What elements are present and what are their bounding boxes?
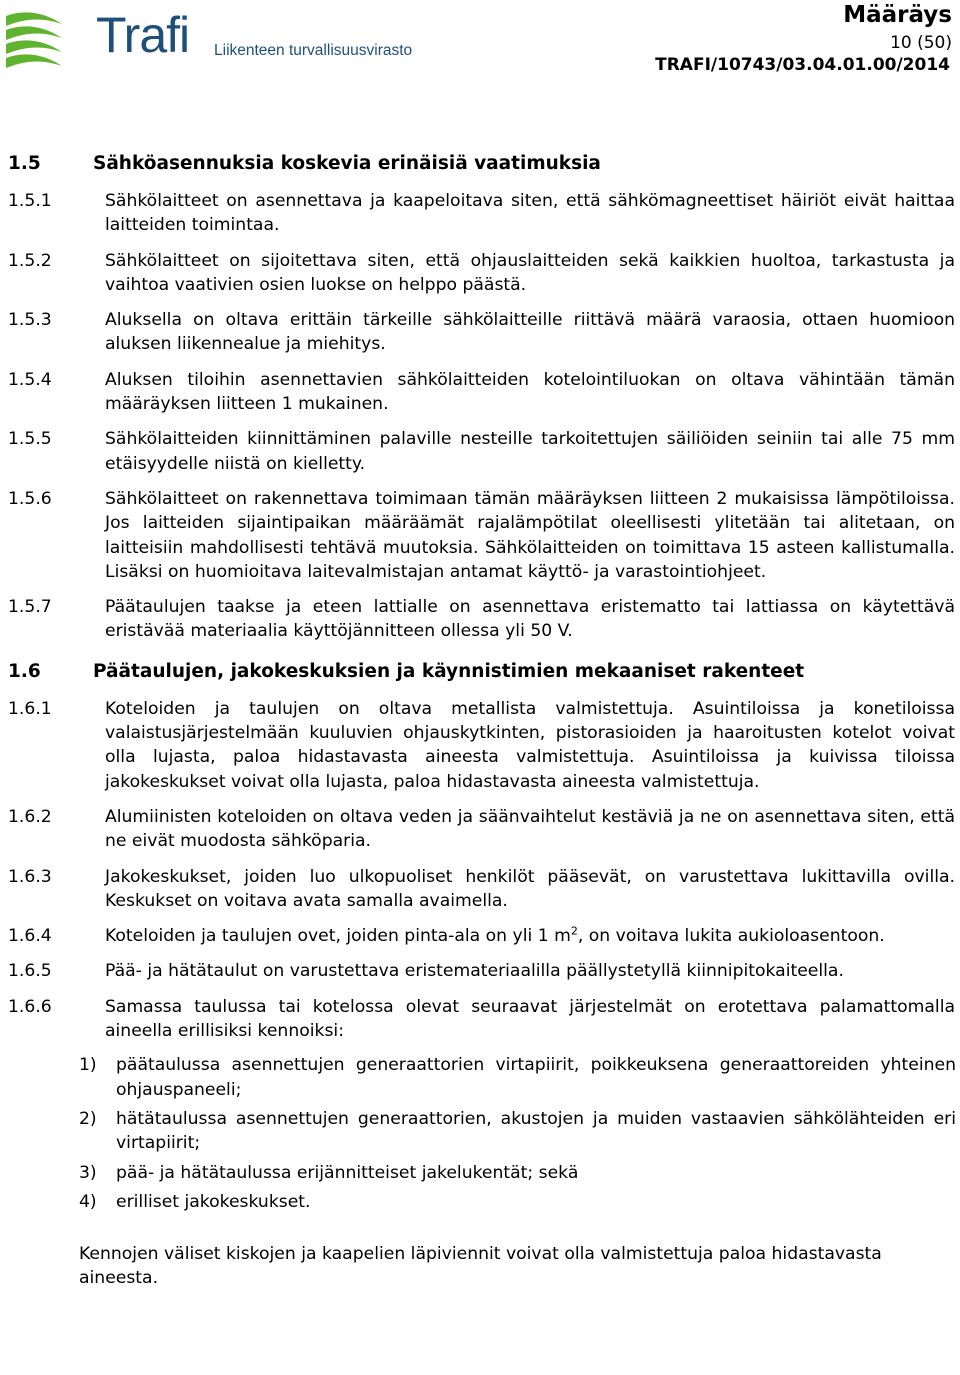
superscript: 2: [570, 924, 578, 938]
section-heading-1-5: [0, 150, 960, 178]
closing-paragraph: Kennojen väliset kiskojen ja kaapelien läpiviennit voivat olla valmistettuja paloa hidastavasta aineesta.: [79, 1244, 882, 1289]
paragraph-1-5-5: [0, 427, 960, 476]
paragraph-1-6-5: [0, 959, 960, 983]
list-item: [79, 1053, 960, 1102]
paragraph-1-6-1: [0, 697, 960, 794]
paragraph-1-5-4: [0, 368, 960, 417]
section-title: Sähköasennuksia koskevia erinäisiä vaatimuksia: [93, 153, 601, 174]
paragraph-text: Päätaulujen taakse ja eteen lattialle on asennettava eristematto tai lattiassa on käytettävä eristävää materiaalia käyttöjännitteen ollessa yli 50 V.: [105, 597, 955, 642]
paragraph-1-5-6: [0, 487, 960, 584]
paragraph-text: Sähkölaitteet on asennettava ja kaapeloitava siten, että sähkömagneettiset häiriöt eivät haittaa laitteiden toimintaa.: [105, 191, 955, 236]
paragraph-text: Jakokeskukset, joiden luo ulkopuoliset henkilöt pääsevät, on varustettava lukittavilla ovilla. Keskukset on voitava avata samalla avaimella.: [105, 866, 955, 911]
list-number: 2): [79, 1108, 97, 1129]
paragraph-number: 1.6.3: [8, 866, 52, 887]
paragraph-text: Samassa taulussa tai kotelossa olevat seuraavat järjestelmät on erotettava palamattomalla aineella erillisiksi kennoiksi:: [105, 996, 955, 1042]
paragraph-text: Sähkölaitteet on rakennettava toimimaan tämän määräyksen liitteen 2 mukaisissa lämpötiloissa. Jos laitteiden sijaintipaikan määräämät rajalämpötilat oleellisesti ylitetään tai alitetaan, on laitteisiin mahdollisesti tehtävä muutoksia. Sähkölaitteiden on toimittava 15 asteen kallistumalla. Lisäksi on huomioitava laitevalmistajan antamat käyttö- ja varastointiohjeet.: [105, 488, 955, 582]
list-text: päätaulussa asennettujen generaattorien virtapiirit, poikkeuksena generaattoreiden yhteinen ohjauspaneeli;: [116, 1055, 956, 1100]
list-number: 4): [79, 1191, 97, 1212]
paragraph-text: Aluksen tiloihin asennettavien sähkölaitteiden kotelointiluokan on oltava vähintään tämän määräyksen liitteen 1 mukainen.: [105, 369, 955, 415]
section-heading-1-6: [0, 658, 960, 686]
paragraph-number: 1.5.5: [8, 429, 52, 450]
logo-subtitle: Liikenteen turvallisuusvirasto: [214, 42, 413, 59]
paragraph-number: 1.5.7: [8, 597, 52, 618]
page-number: 10 (50): [890, 33, 952, 53]
paragraph-number: 1.6.4: [8, 926, 52, 947]
paragraph-text: Sähkölaitteet on sijoitettava siten, että ohjauslaitteiden sekä kaikkien huoltoa, tarkastusta ja vaihtoa vaativien osien luokse on helppo päästä.: [105, 250, 955, 295]
list-number: 1): [79, 1055, 97, 1076]
document-body: [0, 150, 960, 1291]
text-part: , on voitava lukita aukioloasentoon.: [577, 926, 885, 947]
list-item: [79, 1190, 960, 1214]
page-header: [0, 0, 960, 80]
list-text: erilliset jakokeskukset.: [116, 1191, 311, 1212]
section-title: Päätaulujen, jakokeskuksien ja käynnistimien mekaaniset rakenteet: [93, 660, 805, 682]
paragraph-1-5-1: [0, 189, 960, 238]
numbered-list: [79, 1053, 960, 1214]
paragraph-number: 1.6.1: [8, 698, 52, 719]
paragraph-1-6-2: [0, 805, 960, 854]
paragraph-1-5-3: [0, 308, 960, 357]
trafi-logo-icon: [4, 6, 64, 72]
list-text: hätätaulussa asennettujen generaattorien, akustojen ja muiden vastaavien sähkölähteiden eri virtapiirit;: [116, 1108, 956, 1154]
list-number: 3): [79, 1162, 97, 1183]
section-number: 1.5: [8, 153, 41, 174]
paragraph-text: Pää- ja hätätaulut on varustettava eristemateriaalilla päällystetyllä kiinnipitokaiteella.: [105, 961, 844, 982]
paragraph-1-5-7: [0, 595, 960, 644]
section-number: 1.6: [8, 660, 41, 682]
paragraph-number: 1.5.1: [8, 191, 52, 211]
paragraph-text: Aluksella on oltava erittäin tärkeille sähkölaitteille riittävä määrä varaosia, ottaen huomioon aluksen liikennealue ja miehitys.: [105, 310, 955, 355]
paragraph-number: 1.5.2: [8, 250, 52, 271]
list-text: pää- ja hätätaulussa erijännitteiset jakelukentät; sekä: [116, 1162, 579, 1183]
paragraph-1-5-2: [0, 249, 960, 298]
paragraph-number: 1.6.5: [8, 961, 52, 982]
paragraph-number: 1.6.2: [8, 806, 52, 827]
text-part: Koteloiden ja taulujen ovet, joiden pinta-ala on yli 1 m: [105, 926, 571, 947]
paragraph-number: 1.5.6: [8, 488, 52, 509]
document-type: Määräys: [843, 2, 952, 28]
paragraph-text: [105, 924, 955, 948]
paragraph-1-6-6: [0, 995, 960, 1044]
list-item: [79, 1161, 960, 1185]
list-item: [79, 1107, 960, 1156]
paragraph-number: 1.6.6: [8, 996, 52, 1017]
paragraph-number: 1.5.4: [8, 369, 52, 390]
paragraph-1-6-4: [0, 924, 960, 948]
logo-wordmark: Trafi: [96, 7, 190, 63]
document-id: TRAFI/10743/03.04.01.00/2014: [655, 55, 950, 75]
paragraph-text: Alumiinisten koteloiden on oltava veden ja säänvaihtelut kestäviä ja ne on asennettava siten, että ne eivät muodosta sähköparia.: [105, 806, 955, 852]
paragraph-1-6-3: [0, 865, 960, 914]
paragraph-text: Sähkölaitteiden kiinnittäminen palaville nesteille tarkoitettujen säiliöiden seiniin tai alle 75 mm etäisyydelle niistä on kielletty.: [105, 429, 955, 474]
paragraph-text: Koteloiden ja taulujen on oltava metallista valmistettuja. Asuintiloissa ja konetiloissa valaistusjärjestelmään kuuluvien ohjauskytkinten, pistorasioiden ja haaroitusten kotelot voivat olla lujasta, paloa hidastavasta aineesta valmistettuja. Asuintiloissa ja kuivissa tiloissa jakokeskukset voivat olla lujasta, paloa hidastavasta aineesta valmistettuja.: [105, 698, 955, 792]
paragraph-number: 1.5.3: [8, 310, 52, 331]
